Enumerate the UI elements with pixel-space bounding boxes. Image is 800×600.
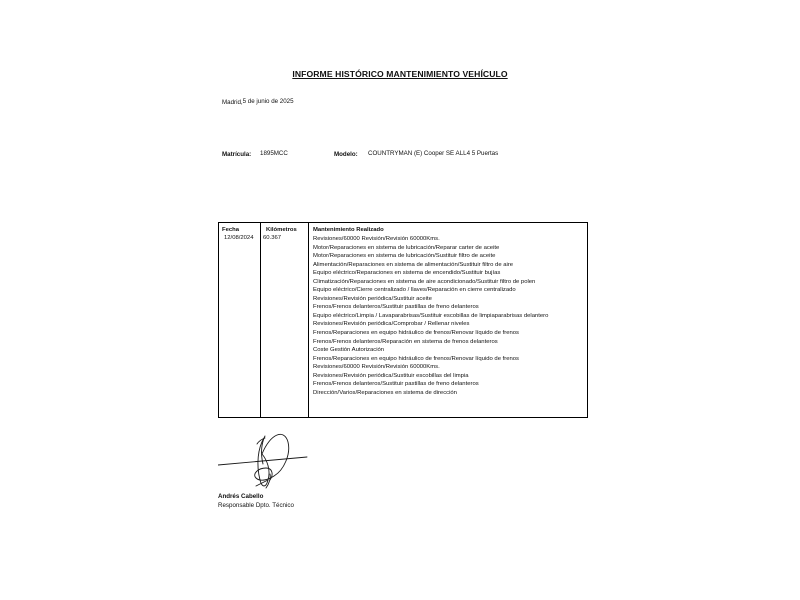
maintenance-table bbox=[218, 222, 588, 418]
maintenance-item: Coste Gestión Autorización bbox=[313, 347, 385, 354]
signatory-role: Responsable Dpto. Técnico bbox=[218, 502, 294, 509]
header-km: Kilómetros bbox=[266, 227, 297, 233]
maintenance-item: Motor/Reparaciones en sistema de lubricación/Sustituir filtro de aceite bbox=[313, 253, 496, 260]
maintenance-item: Alimentación/Reparaciones en sistema de alimentación/Sustituir filtro de aire bbox=[313, 261, 514, 268]
dateline-date: 5 de junio de 2025 bbox=[242, 98, 294, 105]
dateline bbox=[222, 98, 294, 105]
maintenance-item: Revisiones/60000 Revisión/Revisión 60000Kms. bbox=[313, 364, 440, 371]
maintenance-item: Equipo eléctrico/Limpia / Lavaparabrisas/Sustituir escobillas de limpiaparabrisas delantero bbox=[313, 312, 549, 319]
cell-date: 12/08/2024 bbox=[224, 235, 254, 241]
vehicle-info bbox=[222, 150, 602, 160]
dateline-place: Madrid, bbox=[222, 99, 243, 106]
maintenance-item: Revisiones/Revisión periódica/Comprobar / Rellenar niveles bbox=[313, 321, 470, 328]
maintenance-item: Revisiones/Revisión periódica/Sustituir escobillas del limpia bbox=[313, 372, 469, 379]
handwritten-signature bbox=[218, 430, 314, 492]
header-maintenance: Mantenimiento Realizado bbox=[313, 227, 384, 233]
maintenance-item: Revisiones/60000 Revisión/Revisión 60000Kms. bbox=[313, 236, 440, 242]
signatory-name: Andrés Cabello bbox=[218, 493, 264, 500]
maintenance-item: Equipo eléctrico/Reparaciones en sistema de encendido/Sustituir bujías bbox=[313, 270, 501, 277]
maintenance-item: Frenos/Frenos delanteros/Sustituir pastillas de freno delanteros bbox=[313, 381, 479, 388]
plate-label: Matrícula: bbox=[222, 151, 252, 158]
column-divider bbox=[308, 223, 309, 417]
maintenance-item: Frenos/Frenos delanteros/Reparación en sistema de frenos delanteros bbox=[313, 338, 498, 345]
cell-km: 60.367 bbox=[263, 235, 282, 241]
maintenance-item: Frenos/Frenos delanteros/Sustituir pastillas de freno delanteros bbox=[313, 304, 479, 311]
plate-value: 1895MCC bbox=[260, 150, 288, 157]
maintenance-item: Frenos/Reparaciones en equipo hidráulico de frenos/Renovar líquido de frenos bbox=[313, 355, 519, 362]
maintenance-items bbox=[313, 235, 553, 397]
maintenance-item: Revisiones/Revisión periódica/Sustituir aceite bbox=[313, 295, 432, 302]
model-value: COUNTRYMAN (E) Cooper SE ALL4 5 Puertas bbox=[368, 150, 499, 157]
maintenance-item: Motor/Reparaciones en sistema de lubricación/Reparar carter de aceite bbox=[313, 244, 500, 251]
maintenance-item: Frenos/Reparaciones en equipo hidráulico de frenos/Renovar líquido de frenos bbox=[313, 330, 519, 337]
maintenance-item: Equipo eléctrico/Cierre centralizado / llaves/Reparación en cierre centralizado bbox=[313, 287, 516, 294]
maintenance-item: Climatización/Reparaciones en sistema de aire acondicionado/Sustituir filtro de polen bbox=[313, 278, 536, 285]
model-label: Modelo: bbox=[334, 151, 358, 158]
maintenance-item: Dirección/Varios/Reparaciones en sistema de dirección bbox=[313, 389, 457, 396]
header-date: Fecha bbox=[222, 227, 240, 233]
report-title: INFORME HISTÓRICO MANTENIMIENTO VEHÍCULO bbox=[292, 69, 508, 79]
column-divider bbox=[260, 223, 261, 417]
